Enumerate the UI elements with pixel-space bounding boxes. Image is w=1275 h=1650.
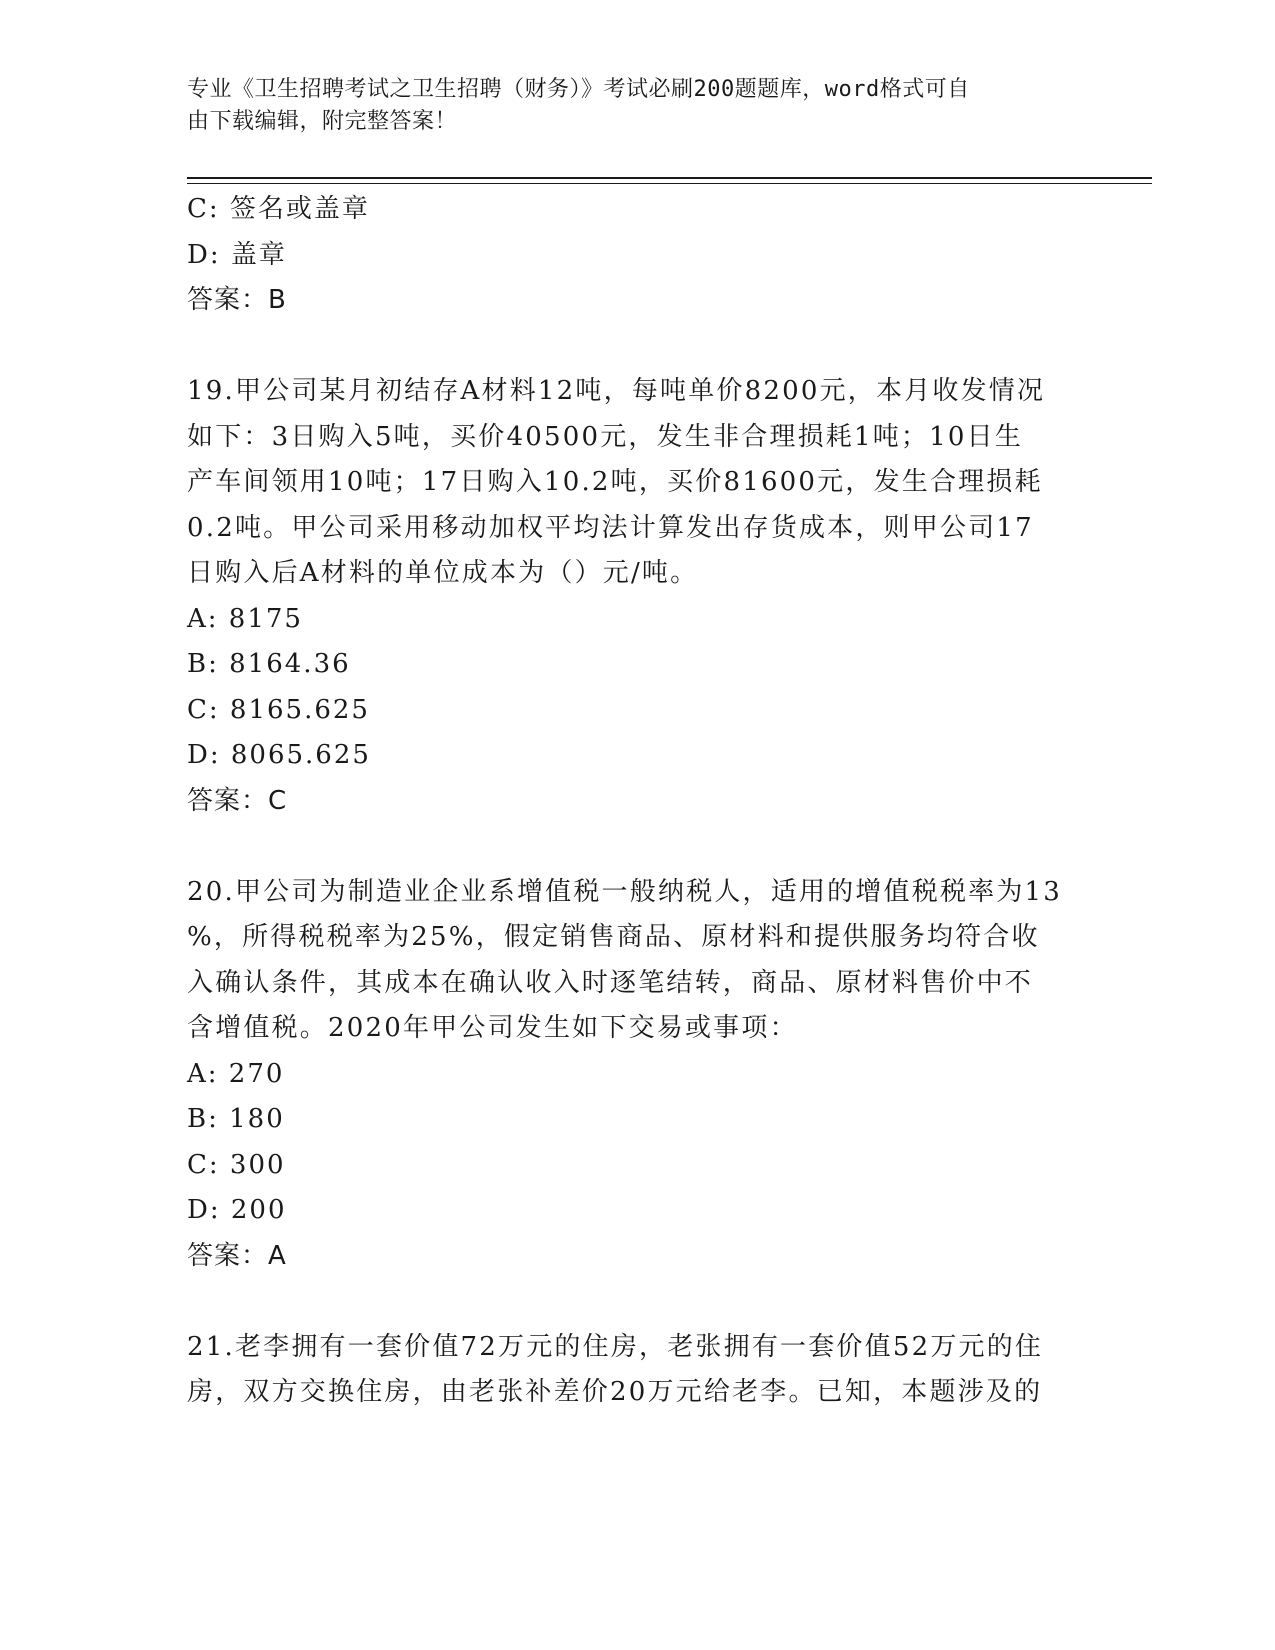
spacer [187, 824, 1087, 870]
option-d: D: 盖章 [187, 239, 287, 270]
question-line: 产车间领用10吨；17日购入10.2吨，买价81600元，发生合理损耗 [187, 467, 1043, 497]
question-line: 入确认条件，其成本在确认收入时逐笔结转，商品、原材料售价中不 [187, 967, 1034, 998]
question-18-tail [187, 187, 1087, 324]
option-a: A: 270 [187, 1058, 285, 1089]
option-a: A: 8175 [187, 603, 303, 634]
question-21 [187, 1325, 1087, 1416]
option-c: C: 8165.625 [187, 694, 370, 725]
question-line: 日购入后A材料的单位成本为（）元/吨。 [187, 558, 699, 588]
question-text [187, 870, 1087, 1052]
question-20 [187, 870, 1087, 1280]
option-d: D: 200 [187, 1195, 287, 1225]
question-line: 21.老李拥有一套价值72万元的住房，老张拥有一套价值52万元的住 [187, 1331, 1044, 1362]
question-line: 房，双方交换住房，由老张补差价20万元给老李。已知，本题涉及的 [187, 1377, 1043, 1407]
question-line: 0.2吨。甲公司采用移动加权平均法计算发出存货成本，则甲公司17 [187, 512, 1034, 543]
question-text [187, 369, 1087, 597]
answer-line: 答案：C [187, 785, 288, 816]
option-c: C: 300 [187, 1149, 286, 1180]
question-line: 如下：3日购入5吨，买价40500元，发生非合理损耗1吨；10日生 [187, 421, 1024, 452]
question-19 [187, 369, 1087, 824]
spacer [187, 324, 1087, 370]
question-line: 19.甲公司某月初结存A材料12吨，每吨单价8200元，本月收发情况 [187, 376, 1046, 406]
question-text [187, 1325, 1087, 1416]
option-c: C: 签名或盖章 [187, 194, 370, 224]
question-line: 含增值税。2020年甲公司发生如下交易或事项： [187, 1013, 798, 1043]
document-header [187, 74, 1067, 138]
spacer [187, 1279, 1087, 1325]
question-line: 20.甲公司为制造业企业系增值税一般纳税人，适用的增值税税率为13 [187, 876, 1063, 907]
header-rule-thick [187, 177, 1152, 179]
option-b: B: 8164.36 [187, 649, 351, 679]
question-line: %，所得税税率为25%，假定销售商品、原材料和提供服务均符合收 [187, 922, 1040, 952]
document-body [187, 187, 1087, 1416]
option-d: D: 8065.625 [187, 740, 371, 770]
answer-line: 答案：A [187, 1240, 287, 1271]
header-rule-thin [187, 183, 1152, 184]
header-line-2: 由下载编辑，附完整答案！ [187, 109, 458, 134]
header-line-1: 专业《卫生招聘考试之卫生招聘（财务）》考试必刷200题题库，word格式可自 [187, 77, 970, 102]
option-b: B: 180 [187, 1104, 285, 1134]
answer-line: 答案：B [187, 285, 287, 315]
